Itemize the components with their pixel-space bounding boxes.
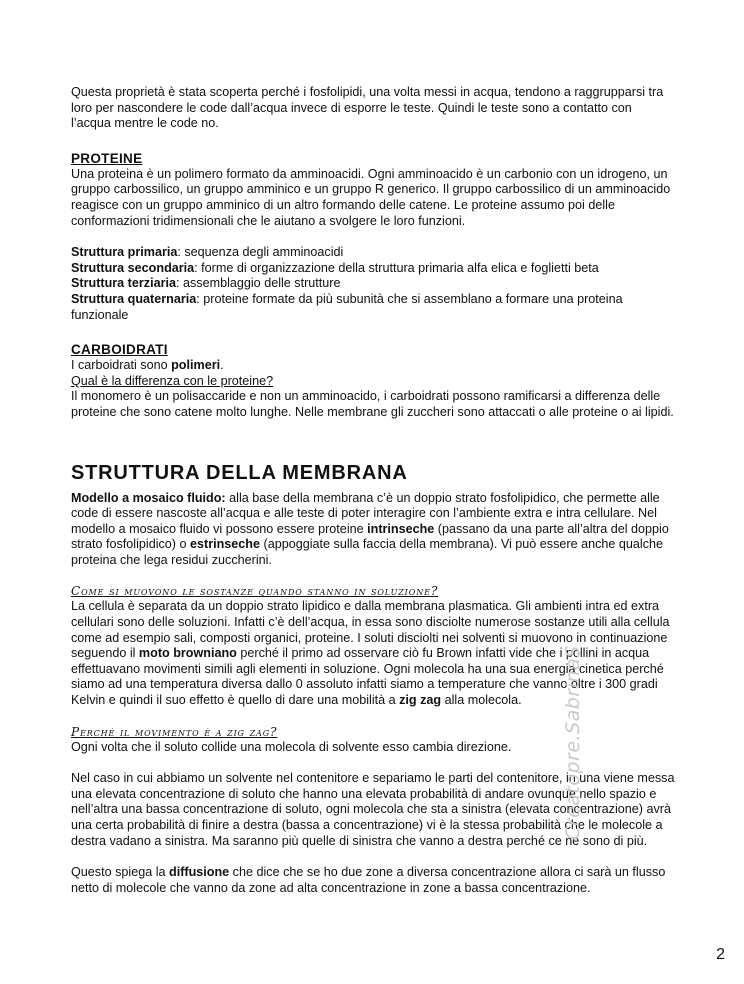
collisione-paragraph: Ogni volta che il soluto collide una molecola di solvente esso cambia direzione. bbox=[71, 739, 512, 754]
zig-zag-term: zig zag bbox=[399, 693, 442, 708]
mosaico-text-2: (passano da una parte all’altra del doppio strato fosfolipidico) o bbox=[71, 521, 669, 552]
document-page bbox=[71, 85, 675, 896]
carboidrati-line bbox=[71, 358, 675, 374]
structure-term: Struttura primaria bbox=[71, 245, 178, 260]
estrinseche-term: estrinseche bbox=[190, 537, 261, 552]
structure-term: Struttura terziaria bbox=[71, 276, 176, 291]
diffusione-text-2: che dice che se ho due zone a diversa concentrazione allora ci sarà un flusso netto di molecole che vanno da zone ad alta concentrazione in zone a bassa concentrazione. bbox=[71, 865, 666, 895]
structure-item bbox=[71, 261, 675, 277]
soluzione-subheading: Come si muovono le sostanze quando stanno in soluzione? bbox=[71, 584, 439, 599]
page-number: 2 bbox=[716, 946, 725, 963]
diffusione-term: diffusione bbox=[169, 865, 230, 880]
moto-browniano-term: moto browniano bbox=[138, 646, 237, 661]
carboidrati-text: I carboidrati sono bbox=[71, 358, 172, 373]
structure-desc: : assemblaggio delle strutture bbox=[175, 276, 341, 291]
intrinseche-term: intrinseche bbox=[367, 521, 435, 536]
intro-paragraph: Questa proprietà è stata scoperta perché i fosfolipidi, una volta messi in acqua, tendono a raggrupparsi tra loro per nascondere le code dall’acqua invece di esporre le teste. Quindi le teste sono a contatto con l’acqua mentre le code no. bbox=[71, 85, 664, 131]
structure-term: Struttura quaternaria bbox=[71, 291, 197, 306]
structure-desc: : forme di organizzazione della struttura primaria alfa elica e foglietti beta bbox=[194, 260, 599, 275]
diffusione-text-1: Questo spiega la bbox=[71, 865, 170, 880]
soluzione-text-1: La cellula è separata da un doppio strato lipidico e dalla membrana plasmatica. Gli ambienti intra ed extra cellulari sono delle soluzioni. Infatti c’è dell’acqua, in essa sono disciolte numerose sostanze utili alla cellula come ad esempio sali, composti organici, proteine. I soluti disciolti nei solventi si muovono in continuazione seguendo il bbox=[71, 599, 670, 661]
mosaico-text-1: alla base della membrana c’è un doppio strato fosfolipidico, che permette alle code di essere nascoste all’acqua e alle teste di poter interagire con l’ambiente extra e intra cellulare. Nel modello a mosaico fluido vi possono essere proteine bbox=[71, 490, 660, 536]
mosaico-paragraph bbox=[71, 491, 675, 569]
structure-item bbox=[71, 245, 675, 261]
soluzione-text-3: alla molecola. bbox=[441, 693, 522, 708]
structure-desc: : sequenza degli amminoacidi bbox=[177, 245, 344, 260]
structure-term: Struttura secondaria bbox=[71, 260, 195, 275]
polimeri-term: polimeri bbox=[171, 358, 221, 373]
diffusione-paragraph bbox=[71, 865, 675, 896]
carboidrati-text-end: . bbox=[220, 358, 224, 373]
zigzag-subheading: Perché il movimento è a zig zag? bbox=[71, 724, 278, 739]
soluzione-paragraph bbox=[71, 599, 675, 708]
mosaico-term: Modello a mosaico fluido: bbox=[71, 490, 226, 505]
structure-item bbox=[71, 276, 675, 292]
soluzione-text-2: perché il primo ad osservare ciò fu Brown infatti vide che i pollini in acqua effettuavano movimenti simili agli elementi in soluzione. Ogni molecola ha una sua energia cinetica perché siamo ad una temperatura diversa dallo 0 assoluto infatti siamo a temperature che vanno oltre i 300 gradi Kelvin e quindi il suo effetto è quello di dare una mobilità a bbox=[71, 646, 664, 708]
carboidrati-answer: Il monomero è un polisaccaride e non un amminoacido, i carboidrati possono ramificarsi a differenza delle proteine che sono catene molto lunghe. Nelle membrane gli zuccheri sono attaccati o alle proteine o ai lipidi. bbox=[71, 389, 674, 419]
mosaico-text-3: (appoggiate sulla faccia della membrana). Vi può essere anche qualche proteina che lega residui zuccherini. bbox=[71, 537, 664, 567]
proteine-heading: PROTEINE bbox=[71, 150, 143, 166]
carboidrati-question: Qual è la differenza con le proteine? bbox=[71, 373, 274, 388]
structure-item bbox=[71, 292, 675, 323]
watermark: Creatopre.SabrinaS bbox=[562, 645, 584, 840]
membrana-title: STRUTTURA DELLA MEMBRANA bbox=[71, 461, 408, 484]
contenitore-paragraph: Nel caso in cui abbiamo un solvente nel contenitore e separiamo le parti del contenitore, in una viene messa una elevata concentrazione di soluto che hanno una elevata probabilità di andare ovunque nello spazio e nell’altra una bassa concentrazione di soluto, ogni molecola che sta a sinistra (elevata concentrazione) avrà una certa probabilità di finire a destra (bassa a concentrazione) vi è la stessa probabilità che le molecole a destra vadano a sinistra. Ma saranno più quelle di sinistra che vanno a destra perché ce ne sono di più. bbox=[71, 771, 675, 848]
structure-list bbox=[71, 245, 675, 323]
carboidrati-heading: CARBOIDRATI bbox=[71, 342, 168, 358]
proteine-paragraph: Una proteina è un polimero formato da amminoacidi. Ogni amminoacido è un carbonio con un idrogeno, un gruppo carbossilico, un gruppo amminico e un gruppo R generico. Il gruppo carbossilico di un amminoacido reagisce con un gruppo amminico di un altro formando delle catene. Le proteine assumo poi delle conformazioni tridimensionali che le aiutano a svolgere le loro funzioni. bbox=[71, 166, 671, 228]
structure-desc: : proteine formate da più subunità che si assemblano a formare una proteina funzionale bbox=[71, 291, 623, 322]
